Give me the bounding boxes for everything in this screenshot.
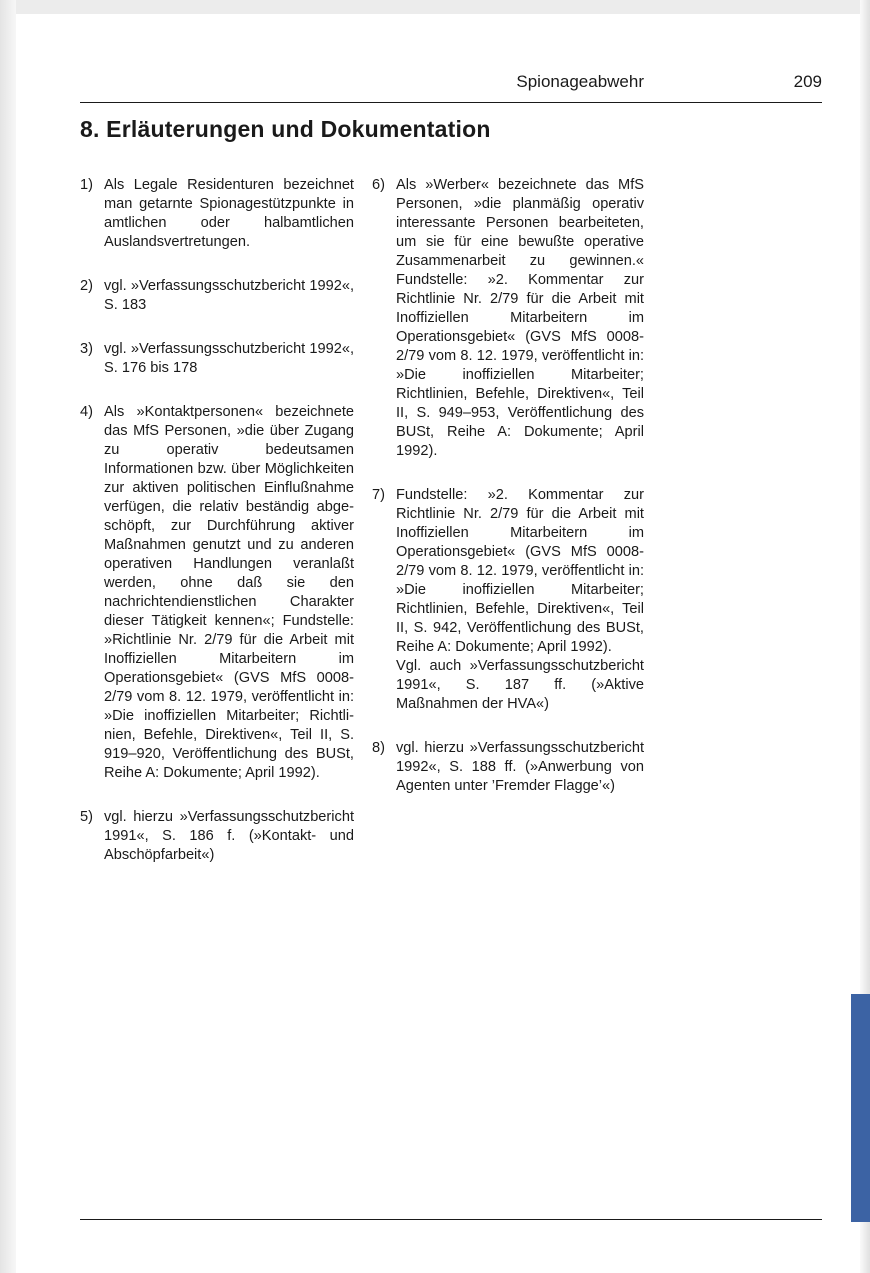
page-title: 8. Erläuterungen und Dokumentation — [80, 116, 491, 142]
note-text: Als »Werber« bezeichnete das MfS Personen, »die planmäßig operativ interessante Personen bearbeiteten, um sie für eine bewußte operative Zusammenarbeit zu gewinnen.« Fundstelle: »2. Kommentar zur Richtlinie Nr. 2/79 für die Arbeit mit Inoffiziellen Mitarbeitern im Operationsgebiet« (GVS MfS 0008-2/79 vom 8. 12. 1979, veröffentlicht in: »Die inoffiziellen Mitarbeiter; Richtlinien, Befehle, Direktiven«, Teil II, S. 949–953, Veröffentlichung des BUSt, Reihe A: Dokumente; April 1992). — [396, 177, 644, 459]
note-text: vgl. »Verfassungsschutzbericht 1992«, S. 183 — [104, 278, 354, 313]
note-number: 2) — [80, 278, 93, 294]
note-number: 5) — [80, 809, 93, 825]
notes-column-left — [80, 176, 354, 890]
note-text: Fundstelle: »2. Kommentar zur Richtlinie Nr. 2/79 für die Arbeit mit Inoffiziellen Mitarbeitern im Operationsgebiet« (GVS MfS 0008-2/79 vom 8. 12. 1979, veröffentlicht in: »Die inoffiziellen Mitarbeiter; Richtlinien, Befehle, Direktiven«, Teil II, S. 942, Veröffentlichung des BUSt, Reihe A: Dokumente; April 1992). — [396, 487, 644, 655]
footer-rule — [80, 1219, 822, 1220]
chapter-thumb-tab — [851, 994, 870, 1222]
note-text-block — [396, 486, 644, 714]
note-number: 1) — [80, 177, 93, 193]
scan-edge-left — [0, 0, 16, 1273]
note-item — [372, 739, 644, 796]
note-item — [80, 403, 354, 783]
note-number: 8) — [372, 740, 385, 756]
note-text: vgl. hierzu »Verfassungsschutzbericht 1992«, S. 188 ff. (»Anwerbung von Agenten unter ’Fremder Flagge’«) — [396, 740, 644, 794]
note-item — [80, 277, 354, 315]
scan-edge-top — [0, 0, 870, 14]
note-text-continued: Vgl. auch »Verfassungsschutzbericht 1991«, S. 187 ff. (»Aktive Maßnahmen der HVA«) — [396, 658, 644, 712]
running-head — [80, 72, 822, 98]
note-text: Als Legale Residenturen bezeichnet man getarnte Spionagestützpunkte in amtlichen oder halbamtlichen Auslandsvertretungen. — [104, 177, 354, 250]
running-head-section: Spionageabwehr — [516, 72, 644, 91]
note-number: 7) — [372, 487, 385, 503]
note-item — [80, 176, 354, 252]
note-text: vgl. »Verfassungsschutzbericht 1992«, S. 176 bis 178 — [104, 341, 354, 376]
note-item — [80, 340, 354, 378]
note-text: Als »Kontaktpersonen« bezeichnete das MfS Personen, »die über Zugang zu operativ bedeutsamen Informationen bzw. über Möglichkeiten zur aktiven politischen Einflußnahme verfügen, die relativ beständig abgeschöpft, zur Durchführung aktiver Maßnahmen genutzt und zu anderen operativen Handlungen veranlaßt werden, ohne daß sie den nachrichtendienstlichen Charakter dieser Tätigkeit kennen«; Fundstelle: »Richtlinie Nr. 2/79 für die Arbeit mit Inoffiziellen Mitarbeitern im Operationsgebiet« (GVS MfS 0008-2/79 vom 8. 12. 1979, veröffentlicht in: »Die inoffiziellen Mitarbeiter; Richtlinien, Befehle, Direktiven«, Teil II, S. 919–920, Veröffentlichung des BUSt, Reihe A: Dokumente; April 1992). — [104, 404, 354, 781]
page-number: 209 — [793, 72, 822, 91]
note-number: 6) — [372, 177, 385, 193]
note-item — [372, 486, 644, 714]
note-number: 3) — [80, 341, 93, 357]
note-item — [80, 808, 354, 865]
header-rule — [80, 102, 822, 103]
note-item — [372, 176, 644, 461]
notes-column-right — [372, 176, 644, 821]
note-number: 4) — [80, 404, 93, 420]
note-text: vgl. hierzu »Verfassungsschutzbericht 1991«, S. 186 f. (»Kontakt- und Abschöpfarbeit«) — [104, 809, 354, 863]
